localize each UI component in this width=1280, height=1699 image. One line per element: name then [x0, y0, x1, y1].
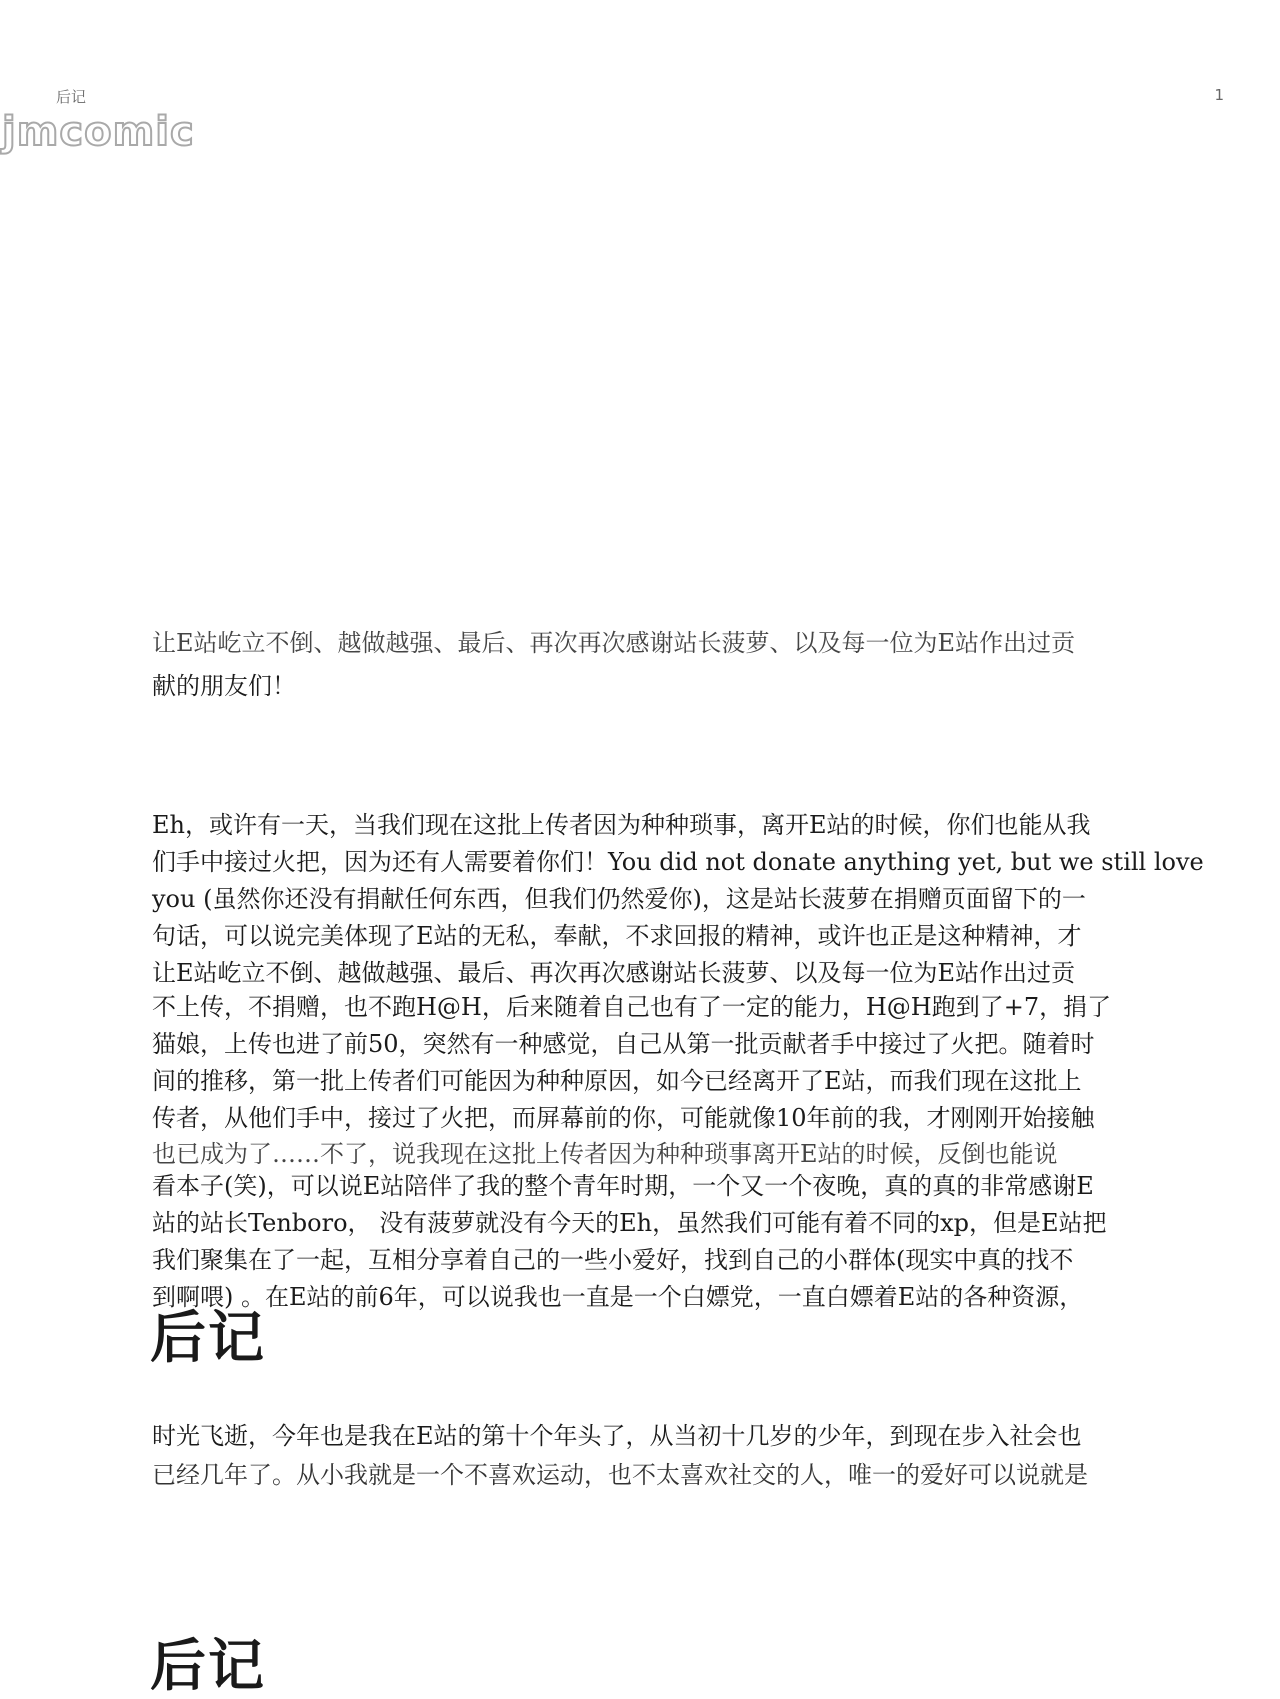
- text-line: 时光飞逝，今年也是我在E站的第十个年头了，从当初十几岁的少年，到现在步入社会也: [152, 1422, 1082, 1450]
- text-block-2: [152, 807, 1204, 992]
- text-block-1: [152, 668, 1132, 705]
- text-line: 看本子(笑)，可以说E站陪伴了我的整个青年时期，一个又一个夜晚，真的真的非常感谢E: [152, 1172, 1094, 1200]
- page-number: 1: [1214, 86, 1224, 104]
- watermark-logo: jmcomic: [2, 109, 195, 155]
- clipped-text-line: 也已成为了……不了，说我现在这批上传者因为种种琐事离开E站的时候，反倒也能说: [152, 1140, 1058, 1168]
- text-line: 到啊喂) 。在E站的前6年，可以说我也一直是一个白嫖党，一直白嫖着E站的各种资源，: [152, 1283, 1084, 1311]
- page-header-title: 后记: [56, 88, 87, 106]
- text-line: 不上传，不捐赠，也不跑H@H，后来随着自己也有了一定的能力，H@H跑到了+7，捐了: [152, 993, 1112, 1021]
- text-line: 献的朋友们！: [152, 672, 296, 700]
- text-line: Eh，或许有一天，当我们现在这批上传者因为种种琐事，离开E站的时候，你们也能从我: [152, 811, 1091, 839]
- text-line: 传者，从他们手中，接过了火把，而屏幕前的你，可能就像10年前的我，才刚刚开始接触: [152, 1104, 1095, 1132]
- section-heading: 后记: [150, 1305, 266, 1371]
- clipped-text-line: 让E站屹立不倒、越做越强、最后、再次再次感谢站长菠萝、以及每一位为E站作出过贡: [152, 629, 1076, 657]
- section-heading-clipped: 后记: [150, 1633, 266, 1699]
- text-line: 我们聚集在了一起，互相分享着自己的一些小爱好，找到自己的小群体(现实中真的找不: [152, 1246, 1074, 1274]
- text-line: 站的站长Tenboro， 没有菠萝就没有今天的Eh，虽然我们可能有着不同的xp，但是E站把: [152, 1209, 1107, 1237]
- text-line: 让E站屹立不倒、越做越强、最后、再次再次感谢站长菠萝、以及每一位为E站作出过贡: [152, 959, 1076, 987]
- text-block-5: [152, 1418, 1132, 1455]
- text-line: you (虽然你还没有捐献任何东西，但我们仍然爱你)，这是站长菠萝在捐赠页面留下的一: [152, 885, 1086, 913]
- text-line: 们手中接过火把，因为还有人需要着你们！You did not donate anything yet, but we still love: [152, 848, 1204, 876]
- clipped-text-line: 已经几年了。从小我就是一个不喜欢运动，也不太喜欢社交的人，唯一的爱好可以说就是: [152, 1461, 1088, 1489]
- text-line: 间的推移，第一批上传者们可能因为种种原因，如今已经离开了E站，而我们现在这批上: [152, 1067, 1082, 1095]
- text-block-3: [152, 989, 1132, 1137]
- text-block-4: [152, 1168, 1132, 1316]
- text-line: 猫娘，上传也进了前50，突然有一种感觉，自己从第一批贡献者手中接过了火把。随着时: [152, 1030, 1095, 1058]
- text-line: 句话，可以说完美体现了E站的无私，奉献，不求回报的精神，或许也正是这种精神，才: [152, 922, 1082, 950]
